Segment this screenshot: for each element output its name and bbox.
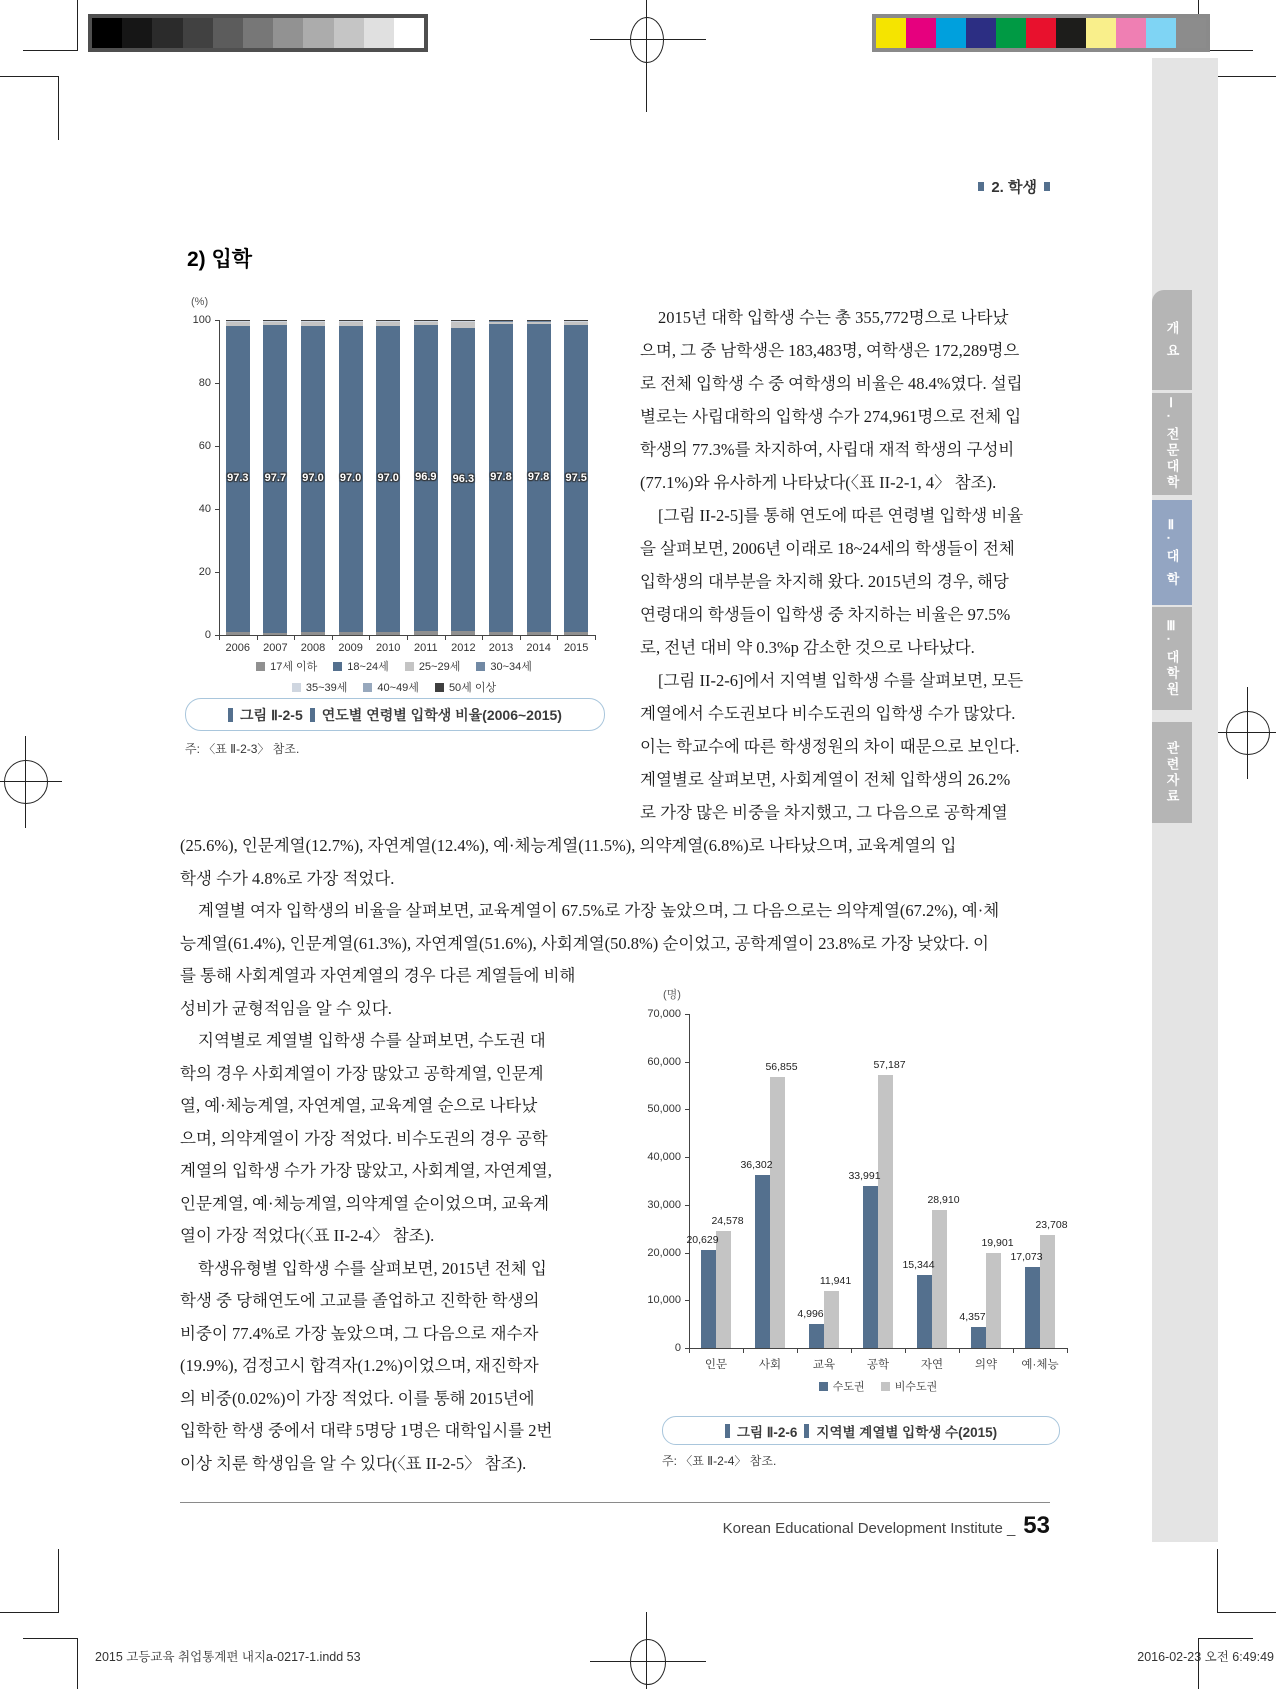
y-tick-mark xyxy=(685,1062,689,1063)
bar-segment xyxy=(263,322,287,325)
y-tick-mark xyxy=(685,1014,689,1015)
sidebar-tab-5[interactable] xyxy=(1152,722,1192,823)
x-tick-mark xyxy=(959,1349,960,1353)
bar-value-label: 15,344 xyxy=(902,1258,935,1271)
color-swatch xyxy=(1056,18,1086,48)
x-tick-mark xyxy=(369,636,370,640)
bar-noncapital xyxy=(878,1075,893,1348)
bar-noncapital xyxy=(770,1077,785,1348)
text-line: (25.6%), 인문계열(12.7%), 자연계열(12.4%), 예·체능계열(11.5%), 의약계열(6.8%)로 나타났으며, 교육계열의 입 xyxy=(180,836,957,855)
bar-segment xyxy=(339,322,363,326)
legend-swatch xyxy=(435,683,444,692)
x-tick-mark xyxy=(332,636,333,640)
legend-label: 17세 이하 xyxy=(270,661,318,673)
text-line: 학생의 77.3%를 차지하여, 사립대 재적 학생의 구성비 xyxy=(640,440,1015,459)
x-tick-mark xyxy=(797,1349,798,1353)
bar-segment xyxy=(564,322,588,325)
bar-value-label: 97.0 xyxy=(377,471,399,484)
bar-segment xyxy=(263,321,287,322)
registration-circle-icon xyxy=(1226,711,1270,755)
legend-swatch xyxy=(363,683,372,692)
full-width-text-b xyxy=(180,894,1052,960)
y-tick-mark xyxy=(215,446,219,447)
x-tick-label: 사회 xyxy=(758,1359,782,1371)
grayscale-swatch xyxy=(92,18,122,48)
color-swatch xyxy=(966,18,996,48)
crop-mark xyxy=(1218,76,1276,77)
bar-segment xyxy=(414,322,438,326)
registration-circle-icon xyxy=(4,760,48,804)
crop-mark xyxy=(77,0,78,51)
crop-mark xyxy=(0,1612,58,1613)
y-tick-mark xyxy=(215,320,219,321)
legend-label: 40~49세 xyxy=(377,682,419,694)
legend-swatch xyxy=(405,662,414,671)
y-tick-label: 0 xyxy=(204,629,211,641)
legend-item xyxy=(292,679,348,695)
bar-segment xyxy=(226,321,250,322)
legend-item xyxy=(363,679,419,695)
x-tick-mark xyxy=(1013,1349,1014,1353)
x-tick-label: 자연 xyxy=(920,1359,944,1371)
legend-label: 30~34세 xyxy=(490,661,532,673)
sidebar-tab-label: Ⅱ. 대 학 xyxy=(1164,517,1180,588)
legend-row xyxy=(819,1378,937,1394)
bar-segment xyxy=(527,632,551,635)
bar-value-label: 97.5 xyxy=(565,471,587,484)
text-line: 입학생의 대부분을 차지해 왔다. 2015년의 경우, 해당 xyxy=(640,572,1009,591)
header-square-icon xyxy=(1044,182,1050,191)
figure2-note: 주: 〈표 Ⅱ-2-4〉 참조. xyxy=(662,1454,777,1468)
bar-value-label: 56,855 xyxy=(765,1060,798,1073)
bar-value-label: 11,941 xyxy=(819,1275,852,1288)
crop-mark xyxy=(23,1638,78,1639)
y-tick-label: 40,000 xyxy=(647,1151,681,1164)
figure2-caption xyxy=(662,1416,1060,1445)
bar-value-label: 96.9 xyxy=(415,470,437,483)
crop-mark xyxy=(1217,1549,1218,1613)
y-tick-label: 20 xyxy=(198,566,211,578)
legend-swatch xyxy=(819,1382,828,1391)
figure1-title: 연도별 연령별 입학생 비율(2006~2015) xyxy=(321,706,562,723)
legend-row xyxy=(292,679,496,695)
bar-value-label: 33,991 xyxy=(848,1169,881,1182)
text-line: 입학한 학생 중에서 대략 5명당 1명은 대학입시를 2번 xyxy=(180,1421,553,1440)
text-line: 능계열(61.4%), 인문계열(61.3%), 자연계열(51.6%), 사회계열(50.8%) 순이었고, 공학계열이 23.8%로 가장 낮았다. 이 xyxy=(180,934,989,953)
bar-noncapital xyxy=(986,1253,1001,1348)
x-tick-label: 공학 xyxy=(866,1359,890,1371)
region-chart-legend xyxy=(689,1378,1067,1394)
text-line: 를 통해 사회계열과 자연계열의 경우 다른 계열들에 비해 xyxy=(180,966,576,985)
x-tick-label: 2008 xyxy=(300,642,326,654)
footer-brand: Korean Educational Development Institute _ xyxy=(722,1520,1016,1537)
bar-segment xyxy=(451,321,475,322)
x-tick-label: 2014 xyxy=(526,642,551,654)
x-tick-label: 2013 xyxy=(488,642,514,654)
text-line: 학생 수가 4.8%로 가장 적었다. xyxy=(180,869,395,888)
color-calibration-bar xyxy=(872,14,1210,52)
bar-segment xyxy=(226,322,250,326)
text-line: 학생 중 당해연도에 고교를 졸업하고 진학한 학생의 xyxy=(180,1291,540,1310)
x-tick-mark xyxy=(294,636,295,640)
grayscale-swatch xyxy=(394,18,424,48)
color-swatch xyxy=(936,18,966,48)
bar-segment xyxy=(564,321,588,322)
sidebar-tab-3[interactable] xyxy=(1152,500,1192,605)
figure1-caption xyxy=(185,698,605,731)
y-axis-unit-label: (명) xyxy=(663,989,681,1001)
y-axis-unit-label: (%) xyxy=(191,296,209,308)
x-tick-label: 2006 xyxy=(225,642,251,654)
grayscale-calibration-bar xyxy=(88,14,428,52)
header-square-icon xyxy=(978,182,984,191)
grayscale-swatch xyxy=(243,18,273,48)
text-line: 연령대의 학생들이 입학생 중 차지하는 비율은 97.5% xyxy=(640,605,1011,624)
text-line: [그림 II-2-5]를 통해 연도에 따른 연령별 입학생 비율 xyxy=(658,506,1024,525)
legend-swatch xyxy=(292,683,301,692)
x-tick-label: 예·체능 xyxy=(1021,1359,1059,1371)
x-tick-label: 2009 xyxy=(338,642,363,654)
color-swatch xyxy=(1146,18,1176,48)
bar-capital xyxy=(701,1250,716,1348)
legend-swatch xyxy=(881,1382,890,1391)
bar-segment xyxy=(451,322,475,328)
legend-row xyxy=(256,658,532,674)
sidebar-tab-label: Ⅰ. 전문대학 xyxy=(1164,396,1180,492)
legend-label: 18~24세 xyxy=(347,661,389,673)
caption-marker-icon xyxy=(228,708,233,722)
x-tick-label: 2007 xyxy=(263,642,288,654)
x-tick-mark xyxy=(1067,1349,1068,1353)
text-line: 계열별 여자 입학생의 비율을 살펴보면, 교육계열이 67.5%로 가장 높았으며, 그 다음으로는 의약계열(67.2%), 예·체 xyxy=(198,901,1000,920)
crop-mark xyxy=(77,1638,78,1689)
bar-value-label: 4,996 xyxy=(797,1308,824,1321)
x-tick-label: 2011 xyxy=(413,642,438,654)
text-line: 계열에서 수도권보다 비수도권의 입학생 수가 많았다. xyxy=(640,704,1016,723)
bar-value-label: 97.8 xyxy=(527,471,550,484)
y-tick-mark xyxy=(685,1300,689,1301)
y-tick-label: 100 xyxy=(192,314,211,326)
color-swatch xyxy=(906,18,936,48)
x-tick-label: 2010 xyxy=(375,642,401,654)
x-tick-label: 인문 xyxy=(704,1359,728,1371)
bar-segment xyxy=(226,632,250,635)
sidebar-tab-label: Ⅲ. 대학원 xyxy=(1164,618,1180,699)
grayscale-swatch xyxy=(334,18,364,48)
registration-circle-icon xyxy=(630,1639,666,1685)
running-header xyxy=(0,176,1050,197)
bar-segment xyxy=(489,632,513,635)
x-tick-mark xyxy=(905,1349,906,1353)
text-line: 인문계열, 예·체능계열, 의약계열 순이었으며, 교육계 xyxy=(180,1193,550,1213)
y-tick-mark xyxy=(685,1205,689,1206)
grayscale-swatch xyxy=(183,18,213,48)
bar-noncapital xyxy=(716,1231,731,1348)
legend-item xyxy=(435,679,496,695)
bar-value-label: 97.3 xyxy=(227,472,249,485)
y-tick-label: 60 xyxy=(198,440,211,452)
right-column-text xyxy=(640,301,1052,829)
crop-mark xyxy=(1218,1612,1276,1613)
color-swatch xyxy=(1026,18,1056,48)
y-axis xyxy=(689,1014,690,1348)
bar-segment xyxy=(489,321,513,324)
legend-item xyxy=(405,658,461,674)
y-tick-label: 0 xyxy=(674,1342,681,1354)
figure1-note: 주: 〈표 Ⅱ-2-3〉 참조. xyxy=(185,742,300,756)
text-line: 계열의 입학생 수가 가장 많았고, 사회계열, 자연계열, xyxy=(180,1161,552,1180)
legend-swatch xyxy=(256,662,265,671)
bar-segment xyxy=(414,631,438,635)
y-tick-mark xyxy=(685,1109,689,1110)
bar-segment xyxy=(527,321,551,324)
sidebar-tab-label: 관련자료 xyxy=(1164,740,1180,805)
figure2-number: 그림 Ⅱ-2-6 xyxy=(736,1424,798,1440)
x-tick-mark xyxy=(407,636,408,640)
bar-segment xyxy=(451,631,475,635)
bar-value-label: 57,187 xyxy=(873,1059,906,1072)
grayscale-swatch xyxy=(152,18,182,48)
bar-value-label: 97.7 xyxy=(264,471,287,484)
text-line: 계열별로 살펴보면, 사회계열이 전체 입학생의 26.2% xyxy=(640,770,1011,789)
text-line: 이는 학교수에 따른 학생정원의 차이 때문으로 보인다. xyxy=(640,737,1020,756)
y-tick-mark xyxy=(685,1253,689,1254)
bar-value-label: 97.8 xyxy=(490,470,512,483)
region-chart-plot xyxy=(615,978,1080,1488)
text-line: 로 가장 많은 비중을 차지했고, 그 다음으로 공학계열 xyxy=(640,803,1008,822)
figure2-title: 지역별 계열별 입학생 수(2015) xyxy=(816,1424,998,1440)
bar-segment xyxy=(339,321,363,322)
y-tick-label: 20,000 xyxy=(647,1246,681,1259)
bar-segment xyxy=(301,321,325,322)
crop-mark xyxy=(58,76,59,140)
x-tick-mark xyxy=(219,636,220,640)
text-line: 로, 전년 대비 약 0.3%p 감소한 것으로 나타났다. xyxy=(640,638,975,657)
bar-value-label: 17,073 xyxy=(1010,1250,1043,1263)
text-line: 으며, 그 중 남학생은 183,483명, 여학생은 172,289명으 xyxy=(640,341,1020,360)
sidebar-tab-label: 개 요 xyxy=(1164,320,1180,360)
y-tick-label: 30,000 xyxy=(647,1198,681,1211)
text-line: 을 살펴보면, 2006년 이래로 18~24세의 학생들이 전체 xyxy=(640,539,1015,558)
x-tick-label: 2015 xyxy=(563,642,589,654)
caption-marker-icon xyxy=(310,708,315,722)
bar-value-label: 4,357 xyxy=(959,1311,986,1324)
bar-segment xyxy=(527,321,551,322)
x-tick-mark xyxy=(445,636,446,640)
bar-segment xyxy=(301,322,325,326)
sidebar-tab-2[interactable] xyxy=(1152,393,1192,495)
section-title: 2) 입학 xyxy=(187,248,253,271)
y-tick-mark xyxy=(215,509,219,510)
bar-segment xyxy=(376,322,400,326)
bar-segment xyxy=(301,632,325,635)
figure-region-chart xyxy=(615,978,1080,1488)
x-tick-mark xyxy=(689,1349,690,1353)
bar-capital xyxy=(971,1327,986,1348)
bar-capital xyxy=(809,1324,824,1348)
bar-segment xyxy=(564,632,588,635)
bar-value-label: 24,578 xyxy=(711,1214,744,1227)
print-footer-left: 2015 고등교육 취업통계편 내지a-0217-1.indd 53 xyxy=(95,1650,361,1664)
text-line: 2015년 대학 입학생 수는 총 355,772명으로 나타났 xyxy=(658,308,1009,327)
text-line: 열이 가장 적었다(〈표 II-2-4〉 참조). xyxy=(180,1226,435,1245)
text-line: 학생유형별 입학생 수를 살펴보면, 2015년 전체 입 xyxy=(198,1258,547,1278)
x-tick-label: 교육 xyxy=(812,1359,836,1371)
crop-mark xyxy=(0,76,58,77)
legend-item xyxy=(476,658,532,674)
color-swatch xyxy=(996,18,1026,48)
legend-label: 25~29세 xyxy=(418,661,461,673)
legend-swatch xyxy=(476,662,485,671)
bar-value-label: 36,302 xyxy=(740,1158,773,1171)
legend-swatch xyxy=(333,662,342,671)
bar-value-label: 20,629 xyxy=(686,1233,719,1246)
color-swatch xyxy=(1116,18,1146,48)
age-chart-legend xyxy=(185,658,603,695)
bar-segment xyxy=(339,632,363,635)
text-line: (77.1%)와 유사하게 나타났다(〈표 II-2-1, 4〉 참조). xyxy=(640,473,997,492)
figure1-number: 그림 Ⅱ-2-5 xyxy=(240,706,303,723)
caption-marker-icon xyxy=(804,1424,809,1438)
footer-page-number: 53 xyxy=(1023,1512,1050,1539)
text-line: 의 비중(0.02%)이 가장 적었다. 이를 통해 2015년에 xyxy=(180,1388,535,1408)
x-tick-mark xyxy=(595,636,596,640)
y-tick-mark xyxy=(685,1157,689,1158)
bar-value-label: 28,910 xyxy=(927,1194,960,1207)
full-width-text-a xyxy=(180,829,1052,895)
grayscale-swatch xyxy=(122,18,152,48)
color-swatch xyxy=(876,18,906,48)
figure-age-ratio-chart xyxy=(185,290,605,760)
text-line: 지역별로 계열별 입학생 수를 살펴보면, 수도권 대 xyxy=(198,1031,546,1050)
bar-segment xyxy=(263,633,287,635)
registration-circle-icon xyxy=(630,17,664,63)
sidebar-tab-1[interactable] xyxy=(1152,290,1192,390)
legend-label: 50세 이상 xyxy=(448,682,497,694)
print-footer-right: 2016-02-23 오전 6:49:49 xyxy=(1137,1650,1274,1664)
legend-label: 비수도권 xyxy=(894,1381,938,1393)
x-tick-label: 2012 xyxy=(451,642,476,654)
text-line: [그림 II-2-6]에서 지역별 입학생 수를 살펴보면, 모든 xyxy=(658,671,1024,690)
header-title: 2. 학생 xyxy=(991,179,1037,196)
caption-marker-icon xyxy=(725,1424,730,1438)
text-line: 열, 예·체능계열, 자연계열, 교육계열 순으로 나타났 xyxy=(180,1096,538,1115)
text-line: 학의 경우 사회계열이 가장 많았고 공학계열, 인문계 xyxy=(180,1063,544,1083)
bar-noncapital xyxy=(932,1210,947,1348)
x-tick-mark xyxy=(482,636,483,640)
color-swatch xyxy=(1176,18,1206,48)
text-line: 으며, 의약계열이 가장 적었다. 비수도권의 경우 공학 xyxy=(180,1128,548,1148)
bar-value-label: 23,708 xyxy=(1035,1218,1068,1231)
legend-item xyxy=(256,658,317,674)
bar-value-label: 96.3 xyxy=(452,472,475,485)
bar-capital xyxy=(755,1175,770,1348)
crop-mark xyxy=(58,1549,59,1613)
crop-mark xyxy=(1198,1638,1253,1639)
sidebar-tab-4[interactable] xyxy=(1152,607,1192,710)
x-tick-mark xyxy=(557,636,558,640)
legend-item xyxy=(819,1378,865,1394)
legend-label: 35~39세 xyxy=(305,682,348,694)
x-tick-label: 의약 xyxy=(974,1359,998,1371)
text-line: 비중이 77.4%로 가장 높았으며, 그 다음으로 재수자 xyxy=(180,1323,539,1343)
text-line: (19.9%), 검정고시 합격자(1.2%)이었으며, 재진학자 xyxy=(180,1356,539,1375)
legend-item xyxy=(333,658,389,674)
color-swatch xyxy=(1086,18,1116,48)
grayscale-swatch xyxy=(213,18,243,48)
y-tick-label: 80 xyxy=(198,377,211,389)
crop-mark xyxy=(23,50,78,51)
y-tick-label: 60,000 xyxy=(647,1055,681,1068)
bar-segment xyxy=(376,321,400,322)
text-line: 별로는 사립대학의 입학생 수가 274,961명으로 전체 입 xyxy=(640,407,1022,426)
bar-value-label: 97.0 xyxy=(302,472,324,485)
bar-value-label: 97.0 xyxy=(339,472,362,485)
y-tick-label: 50,000 xyxy=(647,1103,681,1116)
bar-capital xyxy=(1025,1267,1040,1348)
x-axis xyxy=(689,1348,1068,1349)
legend-item xyxy=(881,1378,938,1394)
y-tick-mark xyxy=(215,572,219,573)
text-line: 로 전체 입학생 수 중 여학생의 비율은 48.4%였다. 설립 xyxy=(640,374,1023,393)
bar-segment xyxy=(414,321,438,322)
text-line: 성비가 균형적임을 알 수 있다. xyxy=(180,998,392,1018)
bar-capital xyxy=(917,1275,932,1348)
y-tick-label: 10,000 xyxy=(647,1294,681,1307)
x-tick-mark xyxy=(851,1349,852,1353)
grayscale-swatch xyxy=(273,18,303,48)
y-tick-mark xyxy=(215,383,219,384)
left-column-text xyxy=(180,960,610,1480)
footer-rule xyxy=(180,1502,1050,1503)
legend-label: 수도권 xyxy=(832,1381,865,1393)
x-tick-mark xyxy=(743,1349,744,1353)
footer xyxy=(180,1512,1050,1540)
bar-segment xyxy=(376,632,400,635)
grayscale-swatch xyxy=(303,18,333,48)
y-tick-label: 40 xyxy=(198,503,211,515)
bar-value-label: 19,901 xyxy=(981,1237,1014,1250)
bar-capital xyxy=(863,1186,878,1348)
bar-segment xyxy=(489,321,513,322)
text-line: 이상 치룬 학생임을 알 수 있다(〈표 II-2-5〉 참조). xyxy=(180,1453,527,1473)
y-tick-label: 70,000 xyxy=(647,1008,681,1020)
x-tick-mark xyxy=(257,636,258,640)
grayscale-swatch xyxy=(364,18,394,48)
x-tick-mark xyxy=(520,636,521,640)
bar-noncapital xyxy=(824,1291,839,1348)
